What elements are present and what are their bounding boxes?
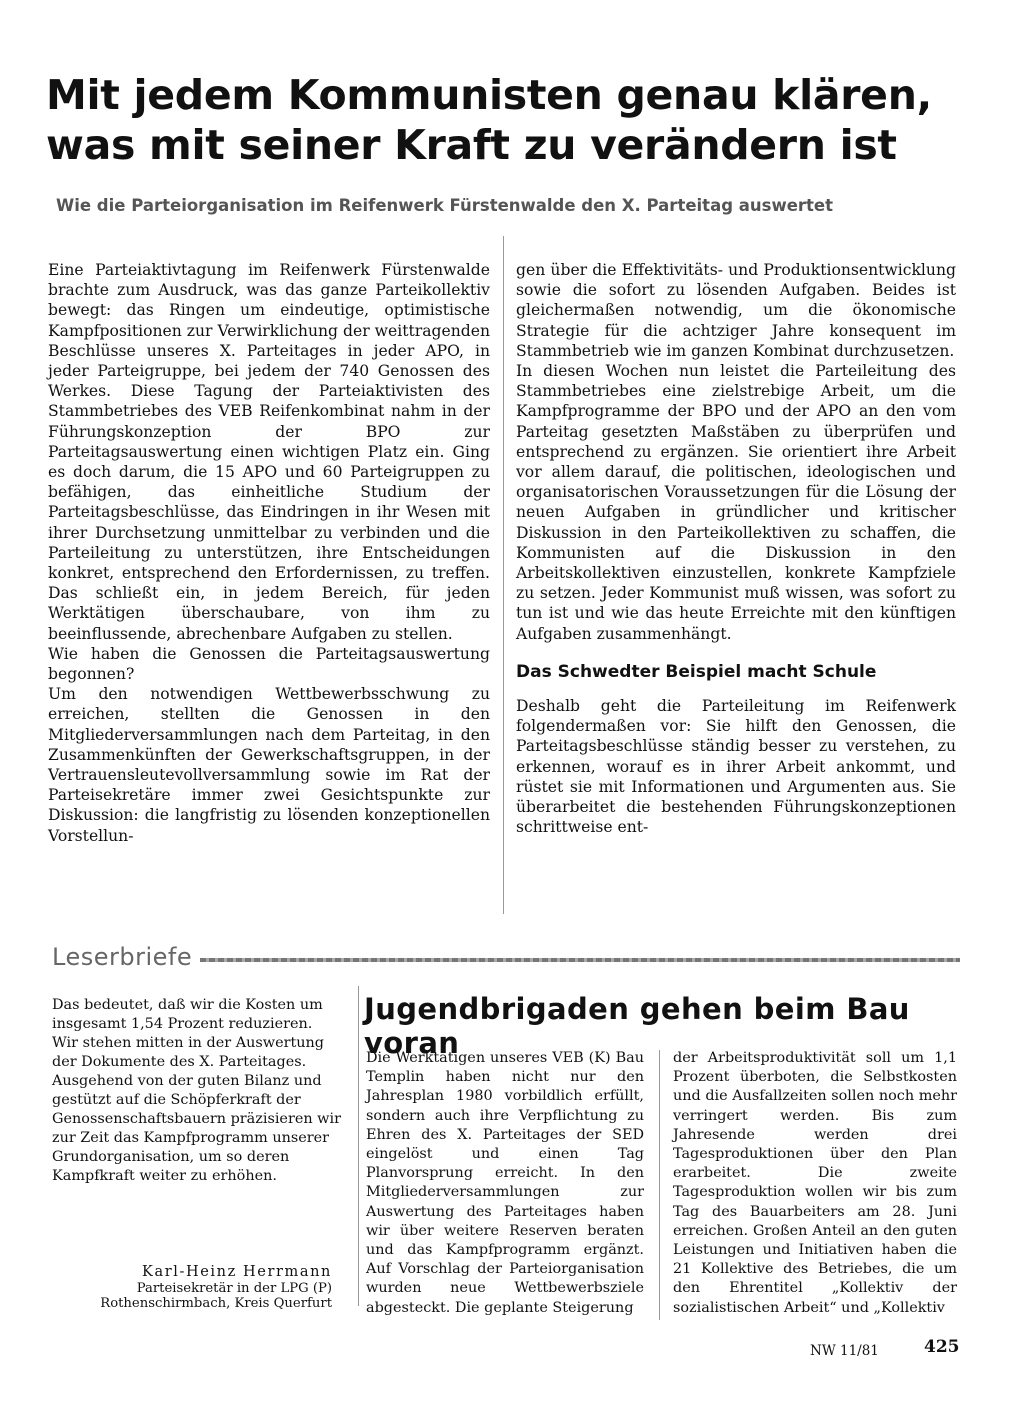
paragraph: Eine Parteiaktivtagung im Reifenwerk Fürstenwalde brachte zum Ausdruck, was das ganze Parteikollektiv bewegt: das Ringen um eindeutige, optimistische Kampfpositionen zur Verwirklichung der weittragenden Beschlüsse unseres X. Parteitages in jeder APO, in jeder Parteigruppe, bei jedem der 740 Genossen des Werkes. Diese Tagung der Parteiaktivisten des Stammbetriebes des VEB Reifenkombinat nahm in der Führungskonzeption der BPO zur Parteitagsauswertung einen wichtigen Platz ein. Ging es doch darum, die 15 APO und 60 Parteigruppen zu befähigen, das einheitliche Studium der Parteitagsbeschlüsse, das Eindringen in ihr Wesen mit ihrer Durchsetzung unmittelbar zu verbinden und die Parteileitung zu unterstützen, ihre Entscheidungen konkret, entsprechend den Erfordernissen, zu treffen. Das schließt ein, in jedem Bereich, für jeden Werktätigen überschaubare, von ihm zu beeinflussende, abrechenbare Aufgaben zu stellen.: [48, 261, 490, 643]
signature-name: Karl-Heinz Herrmann: [142, 1264, 332, 1280]
signature-role: Parteisekretär in der LPG (P): [136, 1281, 332, 1296]
paragraph: der Arbeitsproduktivität soll um 1,1 Prozent überboten, die Selbstkosten und die Ausfallzeiten sollen noch mehr verringert werden. Bis zum Jahresende werden drei Tagesproduktionen über den Plan erarbeitet. Die zweite Tagesproduktion wollen wir bis zum Tag des Bauarbeiters am 28. Juni erreichen. Großen Anteil an den guten Leistungen und Initiativen haben die 21 Kollektive des Betriebes, die um den Ehrentitel „Kollektiv der sozialistischen Arbeit“ und „Kollektiv: [673, 1050, 957, 1316]
paragraph: Die Werktätigen unseres VEB (K) Bau Templin haben nicht nur den Jahresplan 1980 vorbildlich erfüllt, sondern auch ihre Verpflichtung zu Ehren des X. Parteitages der SED eingelöst und einen Tag Planvorsprung erreicht. In den Mitgliederversammlungen zur Auswertung des Parteitages haben wir über weitere Reserven beraten und das Kampfprogramm ergänzt. Auf Vorschlag der Parteiorganisation wurden neue Wettbewerbsziele abgesteckt. Die geplante Steigerung: [366, 1050, 644, 1316]
column-divider: [358, 986, 359, 1306]
paragraph: Deshalb geht die Parteileitung im Reifenwerk folgendermaßen vor: Sie hilft den Genossen, die Parteitagsbeschlüsse ständig besser zu verstehen, zu erkennen, worauf es in ihrer Arbeit ankommt, und rüstet sie mit Informationen und Argumenten aus. Sie überarbeitet die bestehenden Führungskonzeptionen schrittweise ent-: [516, 697, 956, 837]
article-right-column: [516, 260, 956, 837]
page-number: 425: [924, 1337, 960, 1357]
letter-signature: [70, 1264, 332, 1311]
paragraph: Wir stehen mitten in der Auswertung der Dokumente des X. Parteitages. Ausgehend von der guten Bilanz und gestützt auf die Schöpferkraft der Genossenschaftsbauern präzisieren wir zur Zeit das Kampfprogramm unserer Grundorganisation, um so deren Kampfkraft weiter zu erhöhen.: [52, 1035, 341, 1184]
article-left-column: [48, 260, 490, 846]
reader-letter: [52, 996, 342, 1186]
section-title: Das Schwedter Beispiel macht Schule: [516, 661, 877, 682]
paragraph: Das bedeutet, daß wir die Kosten um insgesamt 1,54 Prozent reduzieren.: [52, 997, 323, 1032]
headline-line-2: was mit seiner Kraft zu verändern ist: [46, 121, 897, 169]
article-headline: [46, 70, 986, 170]
headline-line-1: Mit jedem Kommunisten genau klären,: [46, 71, 932, 119]
paragraph: Um den notwendigen Wettbewerbsschwung zu erreichen, stellten die Genossen in den Mitgliederversammlungen nach dem Parteitag, in den Zusammenkünften der Gewerkschaftsgruppen, in der Vertrauensleutevollversammlung sowie im Rat der Parteisekretäre immer zwei Gesichtspunkte zur Diskussion: die langfristig zu lösenden konzeptionellen Vorstellun-: [48, 685, 490, 845]
leserbriefe-label: Leserbriefe: [52, 943, 193, 971]
paragraph: gen über die Effektivitäts- und Produktionsentwicklung sowie die sofort zu lösenden Aufgaben. Beides ist gleichermaßen notwendig, um die ökonomische Strategie für die achtziger Jahre konsequent im Stammbetrieb wie im ganzen Kombinat durchzusetzen.: [516, 261, 956, 360]
paragraph: In diesen Wochen nun leistet die Parteileitung des Stammbetriebes eine zielstrebige Arbeit, um die Kampfprogramme der BPO und der APO an den vom Parteitag gesetzten Maßstäben zu überprüfen und entsprechend zu ergänzen. Sie orientiert ihre Arbeit vor allem darauf, die politischen, ideologischen und organisatorischen Voraussetzungen für die Lösung der neuen Aufgaben in gründlicher und kritischer Diskussion in den Parteikollektiven zu schaffen, die Kommunisten auf die Diskussion in den Arbeitskollektiven einzustellen, konkrete Kampfziele zu setzen. Jeder Kommunist muß wissen, was sofort zu tun ist und wie das heute Erreichte mit den künftigen Aufgaben zusammenhängt.: [516, 362, 956, 643]
article2-title: Jugendbrigaden gehen beim Bau voran: [364, 992, 910, 1060]
column-divider: [503, 236, 504, 914]
article-subheadline: Wie die Parteiorganisation im Reifenwerk Fürstenwalde den X. Parteitag auswertet: [56, 196, 833, 215]
paragraph: Wie haben die Genossen die Parteitagsauswertung begonnen?: [48, 644, 490, 684]
section-rule: [200, 958, 960, 962]
article2-column-1: [366, 1049, 644, 1318]
signature-place: Rothenschirmbach, Kreis Querfurt: [100, 1296, 332, 1311]
article2-column-2: [673, 1049, 957, 1318]
column-divider: [659, 1050, 660, 1320]
issue-reference: NW 11/81: [810, 1343, 879, 1359]
